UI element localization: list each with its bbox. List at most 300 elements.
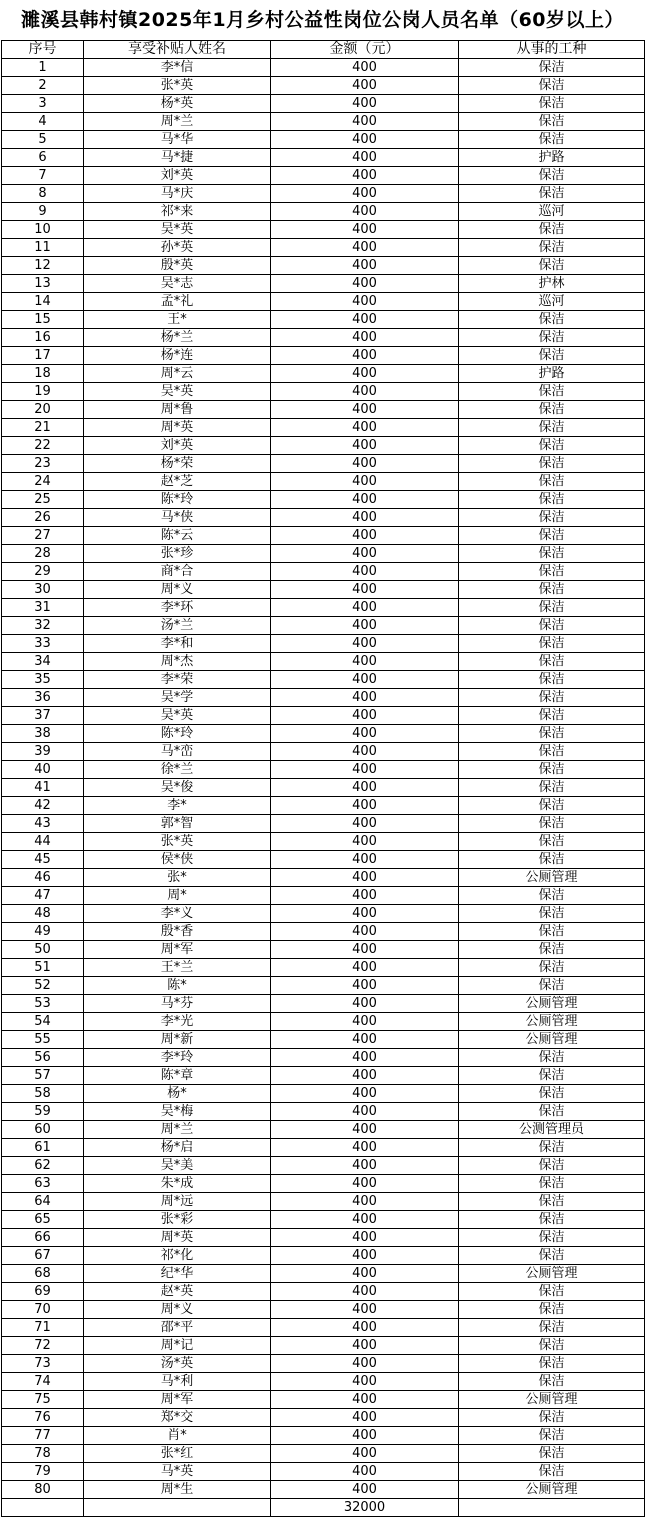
cell-name: 李*荣 — [84, 671, 271, 689]
cell-job-type: 保洁 — [459, 131, 645, 149]
cell-amount: 400 — [271, 905, 459, 923]
cell-amount: 400 — [271, 311, 459, 329]
table-row — [2, 1013, 645, 1031]
cell-job-type: 保洁 — [459, 887, 645, 905]
table-row — [2, 1409, 645, 1427]
cell-index: 41 — [2, 779, 84, 797]
cell-job-type: 保洁 — [459, 1229, 645, 1247]
cell-amount: 400 — [271, 77, 459, 95]
cell-amount: 400 — [271, 761, 459, 779]
cell-job-type: 保洁 — [459, 1175, 645, 1193]
cell-job-type: 保洁 — [459, 1463, 645, 1481]
cell-amount: 400 — [271, 257, 459, 275]
cell-index: 2 — [2, 77, 84, 95]
cell-name: 纪*华 — [84, 1265, 271, 1283]
cell-name: 马*芬 — [84, 995, 271, 1013]
cell-index: 65 — [2, 1211, 84, 1229]
cell-index: 80 — [2, 1481, 84, 1499]
total-row — [2, 1499, 645, 1517]
cell-index: 49 — [2, 923, 84, 941]
cell-name: 杨*兰 — [84, 329, 271, 347]
cell-job-type: 保洁 — [459, 1085, 645, 1103]
cell-name: 杨* — [84, 1085, 271, 1103]
cell-amount: 400 — [271, 1157, 459, 1175]
cell-amount: 400 — [271, 1247, 459, 1265]
cell-amount: 400 — [271, 671, 459, 689]
table-row — [2, 887, 645, 905]
cell-job-type: 巡河 — [459, 203, 645, 221]
cell-index: 1 — [2, 59, 84, 77]
cell-index: 63 — [2, 1175, 84, 1193]
cell-amount: 400 — [271, 167, 459, 185]
cell-amount: 400 — [271, 1211, 459, 1229]
cell-index: 9 — [2, 203, 84, 221]
table-row — [2, 365, 645, 383]
cell-index: 38 — [2, 725, 84, 743]
cell-name: 郑*交 — [84, 1409, 271, 1427]
cell-index: 37 — [2, 707, 84, 725]
cell-name: 张* — [84, 869, 271, 887]
cell-job-type: 公厕管理 — [459, 1265, 645, 1283]
cell-index: 36 — [2, 689, 84, 707]
cell-name: 祁*化 — [84, 1247, 271, 1265]
cell-name: 杨*启 — [84, 1139, 271, 1157]
cell-index: 21 — [2, 419, 84, 437]
cell-job-type: 保洁 — [459, 635, 645, 653]
cell-index: 3 — [2, 95, 84, 113]
table-row — [2, 599, 645, 617]
table-row — [2, 725, 645, 743]
cell-job-type: 保洁 — [459, 671, 645, 689]
cell-job-type: 公厕管理 — [459, 995, 645, 1013]
cell-index: 7 — [2, 167, 84, 185]
cell-job-type: 保洁 — [459, 419, 645, 437]
cell-job-type: 保洁 — [459, 725, 645, 743]
table-row — [2, 905, 645, 923]
cell-job-type: 保洁 — [459, 923, 645, 941]
cell-job-type: 保洁 — [459, 1409, 645, 1427]
cell-amount: 400 — [271, 1139, 459, 1157]
cell-index: 27 — [2, 527, 84, 545]
cell-index: 60 — [2, 1121, 84, 1139]
table-row — [2, 779, 645, 797]
cell-job-type: 公测管理员 — [459, 1121, 645, 1139]
cell-name: 马*侠 — [84, 509, 271, 527]
cell-job-type: 保洁 — [459, 599, 645, 617]
cell-name: 马*英 — [84, 1463, 271, 1481]
cell-amount: 400 — [271, 1373, 459, 1391]
cell-job-type: 保洁 — [459, 77, 645, 95]
table-row — [2, 1157, 645, 1175]
cell-index: 40 — [2, 761, 84, 779]
cell-name: 汤*兰 — [84, 617, 271, 635]
cell-index: 18 — [2, 365, 84, 383]
cell-name: 张*珍 — [84, 545, 271, 563]
cell-name: 侯*侠 — [84, 851, 271, 869]
cell-name: 陈*章 — [84, 1067, 271, 1085]
table-row — [2, 923, 645, 941]
cell-name: 李*光 — [84, 1013, 271, 1031]
cell-job-type: 保洁 — [459, 95, 645, 113]
cell-name: 孟*礼 — [84, 293, 271, 311]
cell-index: 12 — [2, 257, 84, 275]
table-row — [2, 1085, 645, 1103]
cell-job-type: 保洁 — [459, 851, 645, 869]
cell-index: 46 — [2, 869, 84, 887]
cell-job-type: 保洁 — [459, 977, 645, 995]
table-row — [2, 1427, 645, 1445]
table-row — [2, 509, 645, 527]
cell-job-type: 保洁 — [459, 257, 645, 275]
table-row — [2, 77, 645, 95]
table-row — [2, 239, 645, 257]
table-row — [2, 1121, 645, 1139]
table-row — [2, 1175, 645, 1193]
cell-name: 吴*英 — [84, 221, 271, 239]
cell-name: 周*远 — [84, 1193, 271, 1211]
cell-index: 67 — [2, 1247, 84, 1265]
cell-index: 62 — [2, 1157, 84, 1175]
table-row — [2, 869, 645, 887]
table-row — [2, 383, 645, 401]
cell-name: 周*英 — [84, 1229, 271, 1247]
cell-job-type: 保洁 — [459, 239, 645, 257]
table-row — [2, 1049, 645, 1067]
cell-index: 23 — [2, 455, 84, 473]
cell-index: 17 — [2, 347, 84, 365]
cell-job-type: 公厕管理 — [459, 1013, 645, 1031]
table-header-row — [2, 41, 645, 59]
cell-job-type: 保洁 — [459, 905, 645, 923]
cell-name: 赵*芝 — [84, 473, 271, 491]
cell-index: 52 — [2, 977, 84, 995]
cell-name: 周*英 — [84, 419, 271, 437]
table-row — [2, 1373, 645, 1391]
cell-amount: 400 — [271, 203, 459, 221]
cell-name: 李*环 — [84, 599, 271, 617]
cell-amount: 400 — [271, 149, 459, 167]
cell-amount: 400 — [271, 365, 459, 383]
cell-amount: 400 — [271, 419, 459, 437]
cell-job-type: 公厕管理 — [459, 869, 645, 887]
cell-name: 张*彩 — [84, 1211, 271, 1229]
table-row — [2, 671, 645, 689]
cell-amount: 400 — [271, 545, 459, 563]
cell-name: 陈*玲 — [84, 491, 271, 509]
table-row — [2, 473, 645, 491]
cell-job-type: 保洁 — [459, 437, 645, 455]
cell-name: 邵*平 — [84, 1319, 271, 1337]
cell-index: 5 — [2, 131, 84, 149]
table-row — [2, 1193, 645, 1211]
cell-name: 杨*荣 — [84, 455, 271, 473]
cell-index: 31 — [2, 599, 84, 617]
cell-job-type: 保洁 — [459, 1283, 645, 1301]
cell-name: 周*义 — [84, 1301, 271, 1319]
cell-amount: 400 — [271, 563, 459, 581]
cell-name: 朱*成 — [84, 1175, 271, 1193]
cell-amount: 400 — [271, 95, 459, 113]
cell-job-type: 保洁 — [459, 1301, 645, 1319]
cell-name: 吴*梅 — [84, 1103, 271, 1121]
cell-amount: 400 — [271, 437, 459, 455]
cell-amount: 400 — [271, 707, 459, 725]
cell-index: 20 — [2, 401, 84, 419]
cell-index: 70 — [2, 1301, 84, 1319]
cell-index: 10 — [2, 221, 84, 239]
cell-name: 殷*香 — [84, 923, 271, 941]
table-row — [2, 1463, 645, 1481]
cell-index: 47 — [2, 887, 84, 905]
cell-name: 张*英 — [84, 833, 271, 851]
cell-job-type: 保洁 — [459, 1319, 645, 1337]
cell-index: 54 — [2, 1013, 84, 1031]
cell-amount: 400 — [271, 869, 459, 887]
cell-name: 刘*英 — [84, 437, 271, 455]
cell-job-type: 保洁 — [459, 59, 645, 77]
cell-name: 孙*英 — [84, 239, 271, 257]
cell-job-type: 保洁 — [459, 491, 645, 509]
cell-name: 吴*美 — [84, 1157, 271, 1175]
table-row — [2, 1301, 645, 1319]
table-row — [2, 1283, 645, 1301]
subsidy-table — [1, 40, 645, 1517]
cell-name: 李* — [84, 797, 271, 815]
cell-amount: 400 — [271, 473, 459, 491]
cell-index: 59 — [2, 1103, 84, 1121]
cell-job-type: 保洁 — [459, 1139, 645, 1157]
table-row — [2, 203, 645, 221]
cell-job-type: 保洁 — [459, 959, 645, 977]
cell-name: 徐*兰 — [84, 761, 271, 779]
cell-amount: 400 — [271, 1445, 459, 1463]
cell-job-type: 护林 — [459, 275, 645, 293]
cell-amount: 400 — [271, 887, 459, 905]
cell-name: 刘*英 — [84, 167, 271, 185]
cell-name: 马*利 — [84, 1373, 271, 1391]
cell-job-type: 保洁 — [459, 1157, 645, 1175]
table-row — [2, 563, 645, 581]
cell-amount: 400 — [271, 185, 459, 203]
cell-amount: 400 — [271, 1085, 459, 1103]
cell-index: 30 — [2, 581, 84, 599]
cell-name: 殷*英 — [84, 257, 271, 275]
cell-index: 44 — [2, 833, 84, 851]
cell-name: 肖* — [84, 1427, 271, 1445]
cell-amount: 400 — [271, 1319, 459, 1337]
cell-amount: 400 — [271, 491, 459, 509]
cell-amount: 400 — [271, 509, 459, 527]
total-name-cell — [84, 1499, 271, 1517]
cell-name: 陈*玲 — [84, 725, 271, 743]
cell-index: 56 — [2, 1049, 84, 1067]
cell-amount: 400 — [271, 1337, 459, 1355]
cell-amount: 400 — [271, 329, 459, 347]
cell-job-type: 保洁 — [459, 761, 645, 779]
cell-index: 77 — [2, 1427, 84, 1445]
cell-index: 55 — [2, 1031, 84, 1049]
cell-index: 29 — [2, 563, 84, 581]
cell-name: 陈*云 — [84, 527, 271, 545]
cell-amount: 400 — [271, 581, 459, 599]
cell-amount: 400 — [271, 1265, 459, 1283]
cell-amount: 400 — [271, 977, 459, 995]
cell-index: 61 — [2, 1139, 84, 1157]
cell-index: 24 — [2, 473, 84, 491]
cell-index: 25 — [2, 491, 84, 509]
cell-amount: 400 — [271, 1463, 459, 1481]
table-row — [2, 1103, 645, 1121]
table-row — [2, 1265, 645, 1283]
table-row — [2, 653, 645, 671]
cell-name: 吴*英 — [84, 383, 271, 401]
cell-index: 11 — [2, 239, 84, 257]
table-row — [2, 1319, 645, 1337]
cell-job-type: 保洁 — [459, 941, 645, 959]
table-row — [2, 59, 645, 77]
table-row — [2, 815, 645, 833]
table-row — [2, 833, 645, 851]
cell-index: 53 — [2, 995, 84, 1013]
table-row — [2, 995, 645, 1013]
table-row — [2, 743, 645, 761]
cell-job-type: 公厕管理 — [459, 1481, 645, 1499]
cell-index: 73 — [2, 1355, 84, 1373]
cell-name: 商*合 — [84, 563, 271, 581]
cell-index: 39 — [2, 743, 84, 761]
cell-name: 周*生 — [84, 1481, 271, 1499]
table-row — [2, 167, 645, 185]
cell-index: 4 — [2, 113, 84, 131]
cell-name: 周*新 — [84, 1031, 271, 1049]
cell-name: 周*军 — [84, 1391, 271, 1409]
cell-amount: 400 — [271, 347, 459, 365]
cell-name: 周*义 — [84, 581, 271, 599]
table-row — [2, 1391, 645, 1409]
cell-job-type: 保洁 — [459, 779, 645, 797]
cell-amount: 400 — [271, 401, 459, 419]
table-row — [2, 131, 645, 149]
cell-index: 15 — [2, 311, 84, 329]
cell-amount: 400 — [271, 725, 459, 743]
header-name: 享受补贴人姓名 — [84, 41, 271, 59]
cell-amount: 400 — [271, 1229, 459, 1247]
cell-index: 58 — [2, 1085, 84, 1103]
cell-name: 马*捷 — [84, 149, 271, 167]
cell-index: 34 — [2, 653, 84, 671]
cell-index: 78 — [2, 1445, 84, 1463]
cell-index: 26 — [2, 509, 84, 527]
cell-index: 74 — [2, 1373, 84, 1391]
cell-job-type: 保洁 — [459, 833, 645, 851]
cell-index: 42 — [2, 797, 84, 815]
cell-amount: 400 — [271, 1175, 459, 1193]
cell-amount: 400 — [271, 1481, 459, 1499]
cell-job-type: 保洁 — [459, 1211, 645, 1229]
table-row — [2, 707, 645, 725]
cell-name: 陈* — [84, 977, 271, 995]
cell-amount: 400 — [271, 995, 459, 1013]
cell-job-type: 巡河 — [459, 293, 645, 311]
table-row — [2, 113, 645, 131]
cell-index: 22 — [2, 437, 84, 455]
cell-amount: 400 — [271, 1409, 459, 1427]
cell-index: 68 — [2, 1265, 84, 1283]
cell-job-type: 保洁 — [459, 329, 645, 347]
cell-index: 6 — [2, 149, 84, 167]
table-row — [2, 491, 645, 509]
total-index-cell — [2, 1499, 84, 1517]
cell-job-type: 保洁 — [459, 563, 645, 581]
cell-amount: 400 — [271, 1301, 459, 1319]
cell-job-type: 保洁 — [459, 383, 645, 401]
cell-amount: 400 — [271, 941, 459, 959]
cell-amount: 400 — [271, 1031, 459, 1049]
cell-job-type: 保洁 — [459, 527, 645, 545]
cell-index: 66 — [2, 1229, 84, 1247]
cell-name: 张*英 — [84, 77, 271, 95]
table-row — [2, 1067, 645, 1085]
cell-index: 35 — [2, 671, 84, 689]
cell-job-type: 保洁 — [459, 815, 645, 833]
table-row — [2, 1229, 645, 1247]
cell-job-type: 保洁 — [459, 689, 645, 707]
cell-amount: 400 — [271, 383, 459, 401]
table-row — [2, 635, 645, 653]
cell-job-type: 保洁 — [459, 473, 645, 491]
cell-name: 李*信 — [84, 59, 271, 77]
table-row — [2, 689, 645, 707]
cell-amount: 400 — [271, 527, 459, 545]
table-row — [2, 977, 645, 995]
document-title: 濉溪县韩村镇2025年1月乡村公益性岗位公岗人员名单（60岁以上） — [20, 9, 625, 31]
cell-index: 72 — [2, 1337, 84, 1355]
cell-job-type: 公厕管理 — [459, 1031, 645, 1049]
cell-job-type: 保洁 — [459, 1193, 645, 1211]
cell-job-type: 保洁 — [459, 311, 645, 329]
cell-index: 69 — [2, 1283, 84, 1301]
cell-job-type: 保洁 — [459, 1355, 645, 1373]
cell-amount: 400 — [271, 221, 459, 239]
cell-amount: 400 — [271, 689, 459, 707]
cell-name: 李*玲 — [84, 1049, 271, 1067]
cell-job-type: 保洁 — [459, 1103, 645, 1121]
table-row — [2, 527, 645, 545]
cell-name: 李*和 — [84, 635, 271, 653]
table-row — [2, 1445, 645, 1463]
cell-job-type: 保洁 — [459, 1445, 645, 1463]
cell-amount: 400 — [271, 239, 459, 257]
cell-index: 28 — [2, 545, 84, 563]
cell-name: 吴*俊 — [84, 779, 271, 797]
header-amount: 金额（元） — [271, 41, 459, 59]
table-row — [2, 311, 645, 329]
table-row — [2, 1211, 645, 1229]
table-row — [2, 959, 645, 977]
cell-job-type: 保洁 — [459, 185, 645, 203]
cell-job-type: 保洁 — [459, 113, 645, 131]
cell-amount: 400 — [271, 59, 459, 77]
cell-job-type: 保洁 — [459, 1247, 645, 1265]
cell-index: 32 — [2, 617, 84, 635]
table-row — [2, 437, 645, 455]
cell-index: 51 — [2, 959, 84, 977]
cell-amount: 400 — [271, 131, 459, 149]
cell-job-type: 保洁 — [459, 1427, 645, 1445]
cell-index: 43 — [2, 815, 84, 833]
cell-name: 周*记 — [84, 1337, 271, 1355]
cell-amount: 400 — [271, 779, 459, 797]
